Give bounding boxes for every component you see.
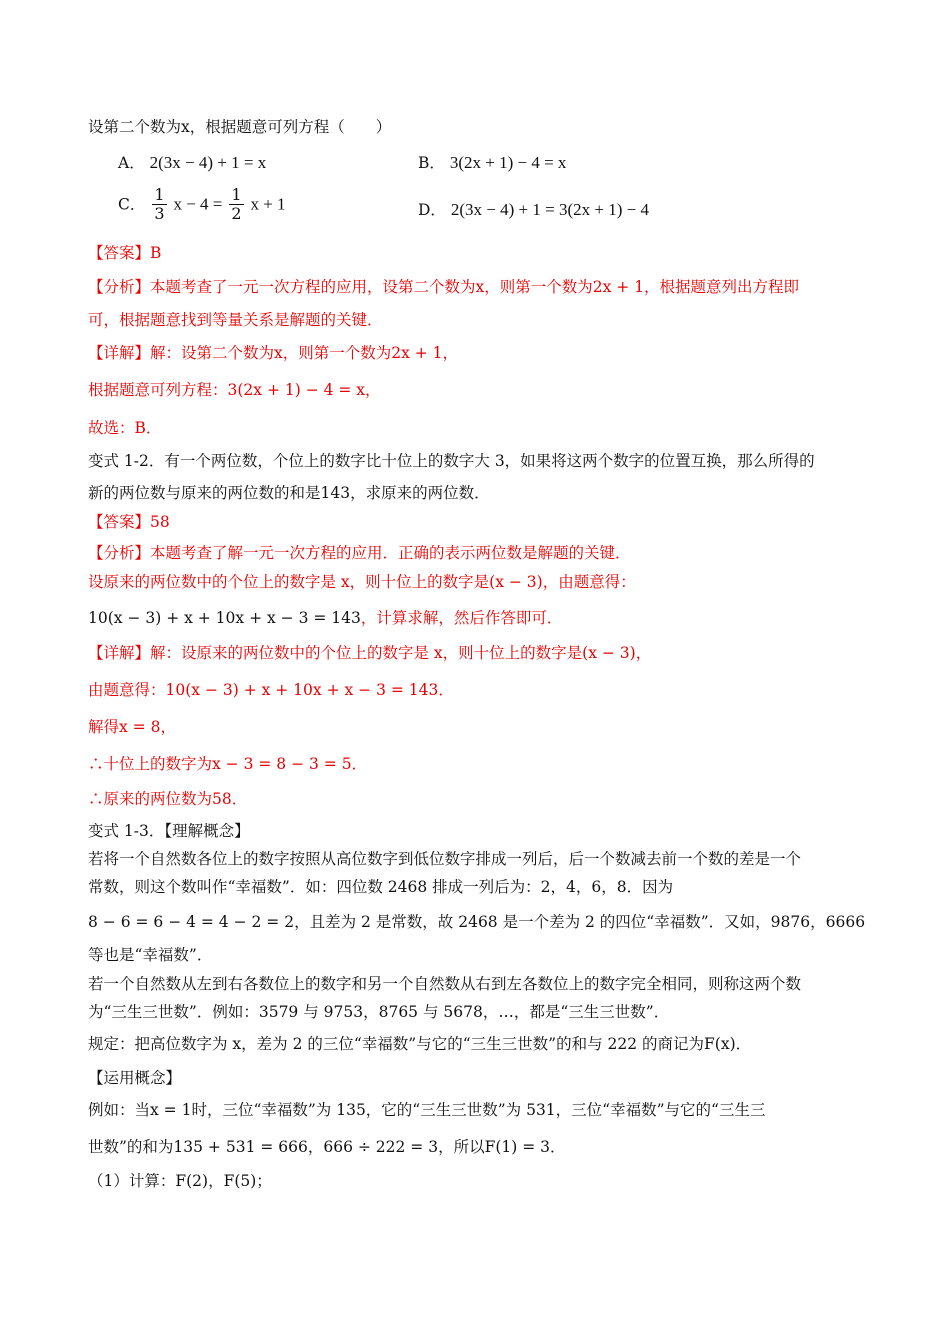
option-c[interactable]: [118, 186, 286, 223]
option-d-expr: 2(3x − 4) + 1 = 3(2x + 1) − 4: [450, 200, 649, 219]
v13-p4: 等也是“幸福数”．: [88, 946, 213, 964]
v12-analysis-3-equation: 10(x − 3) + x + 10x + x − 3 = 143: [88, 609, 361, 627]
v12-detail-3: 解得x = 8，: [88, 718, 176, 736]
v13-title: 变式 1-3．【理解概念】: [88, 822, 250, 840]
s1-detail-3: 故选：B．: [88, 419, 162, 437]
option-c-frac1-num: 1: [154, 185, 165, 204]
option-b-label: B．: [418, 154, 445, 172]
option-c-fraction-1: [152, 186, 166, 223]
v13-apply: 【运用概念】: [88, 1069, 182, 1087]
v13-p9: 世数”的和为135 + 531 = 666，666 ÷ 222 = 3，所以F(1) = 3．: [88, 1138, 566, 1156]
option-c-frac1-den: 3: [154, 204, 165, 223]
option-c-frac2-den: 2: [231, 204, 242, 223]
v12-analysis-3: [88, 607, 562, 629]
v13-p5: 若一个自然数从左到右各数位上的数字和另一个自然数从右到左各数位上的数字完全相同，则称这两个数: [88, 975, 802, 993]
option-a[interactable]: [118, 152, 266, 174]
s1-answer: 【答案】B: [88, 244, 162, 262]
v12-question-1: 变式 1-2．有一个两位数，个位上的数字比十位上的数字大 3，如果将这两个数字的位置互换，那么所得的: [88, 452, 815, 470]
v12-answer: 【答案】58: [88, 513, 170, 531]
v12-question-2: 新的两位数与原来的两位数的和是143，求原来的两位数．: [88, 484, 490, 502]
option-c-fraction-2: [229, 186, 243, 223]
option-a-expr: 2(3x − 4) + 1 = x: [149, 153, 267, 172]
v12-detail-4: ∴十位上的数字为x − 3 = 8 − 3 = 5．: [88, 755, 368, 773]
s1-analysis-1: 【分析】本题考查了一元一次方程的应用，设第二个数为x，则第一个数为2x + 1，根据题意列出方程即: [88, 278, 800, 296]
option-c-frac2-num: 1: [231, 185, 242, 204]
option-b[interactable]: [418, 152, 566, 174]
v12-analysis-1: 【分析】本题考查了解一元一次方程的应用．正确的表示两位数是解题的关键．: [88, 544, 631, 562]
v13-p8: 例如：当x = 1时，三位“幸福数”为 135，它的“三生三世数”为 531，三位“幸福数”与它的“三生三: [88, 1101, 766, 1119]
s1-detail-2: 根据题意可列方程：3(2x + 1) − 4 = x，: [88, 381, 381, 399]
option-d-label: D．: [418, 201, 446, 219]
v12-analysis-3-text: ，计算求解，然后作答即可．: [360, 609, 563, 627]
option-c-mid: x − 4 =: [173, 194, 223, 214]
option-b-expr: 3(2x + 1) − 4 = x: [449, 153, 567, 172]
option-c-tail: x + 1: [250, 194, 286, 214]
option-d[interactable]: [418, 199, 649, 221]
v12-detail-5: ∴原来的两位数为58．: [88, 790, 248, 808]
v13-p3: 8 − 6 = 6 − 4 = 4 − 2 = 2，且差为 2 是常数，故 2468 是一个差为 2 的四位“幸福数”．又如，9876，6666: [88, 913, 866, 931]
option-a-label: A．: [118, 154, 145, 172]
v12-analysis-2: 设原来的两位数中的个位上的数字是 x，则十位上的数字是(x − 3)，由题意得：: [88, 573, 636, 591]
v13-p7: 规定：把高位数字为 x，差为 2 的三位“幸福数”与它的“三生三世数”的和与 222 的商记为F(x)．: [88, 1035, 752, 1053]
s1-analysis-2: 可，根据题意找到等量关系是解题的关键．: [88, 311, 383, 329]
v12-detail-2: 由题意得：10(x − 3) + x + 10x + x − 3 = 143．: [88, 681, 454, 699]
question-intro: 设第二个数为x，根据题意可列方程（ ）: [88, 118, 392, 136]
v13-p10: （1）计算：F(2)，F(5)；: [88, 1172, 272, 1190]
v12-detail-1: 【详解】解：设原来的两位数中的个位上的数字是 x，则十位上的数字是(x − 3)，: [88, 644, 652, 662]
option-c-label: C．: [118, 195, 146, 214]
s1-detail-1: 【详解】解：设第二个数为x，则第一个数为2x + 1，: [88, 344, 459, 362]
v13-p6: 为“三生三世数”．例如：3579 与 9753，8765 与 5678，…，都是“三生三世数”．: [88, 1003, 670, 1021]
v13-p2: 常数，则这个数叫作“幸福数”．如：四位数 2468 排成一列后为：2，4，6，8．因为: [88, 878, 674, 896]
v13-p1: 若将一个自然数各位上的数字按照从高位数字到低位数字排成一列后，后一个数减去前一个数的差是一个: [88, 850, 802, 868]
